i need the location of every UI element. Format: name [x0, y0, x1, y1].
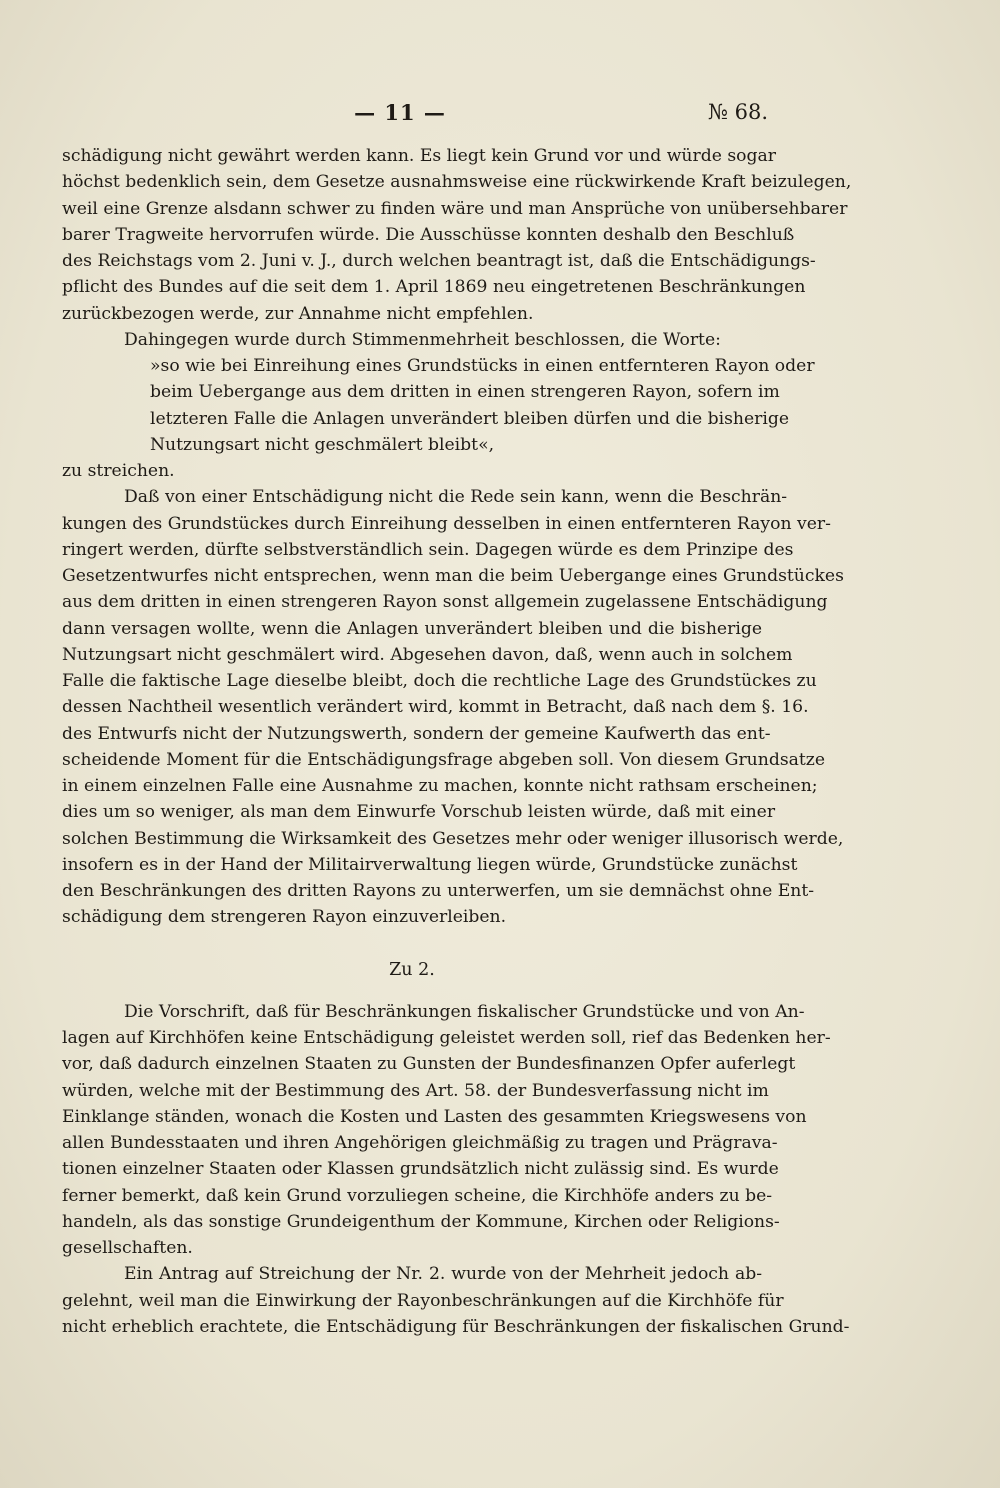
- text-line: tionen einzelner Staaten oder Klassen grundsätzlich nicht zulässig sind. Es wurde: [62, 1159, 779, 1180]
- paragraph: [62, 327, 762, 353]
- text-line: in einem einzelnen Falle eine Ausnahme zu machen, konnte nicht rathsam erscheinen;: [62, 776, 818, 796]
- text-line: barer Tragweite hervorrufen würde. Die Ausschüsse konnten deshalb den Beschluß: [62, 224, 795, 245]
- text-line: dies um so weniger, als man dem Einwurfe Vorschub leisten würde, daß mit einer: [62, 802, 776, 823]
- text-line: »so wie bei Einreihung eines Grundstücks in einen entfernteren Rayon oder: [150, 356, 815, 376]
- text-line: schädigung nicht gewährt werden kann. Es liegt kein Grund vor und würde sogar: [62, 146, 776, 166]
- text-line: gesellschaften.: [62, 1238, 193, 1258]
- text-line: Die Vorschrift, daß für Beschränkungen fiskalischer Grundstücke und von An-: [124, 1001, 805, 1022]
- text-line: den Beschränkungen des dritten Rayons zu unterwerfen, um sie demnächst ohne Ent-: [62, 881, 815, 901]
- text-line: solchen Bestimmung die Wirksamkeit des Gesetzes mehr oder weniger illusorisch werde,: [62, 828, 844, 849]
- text-line: des Entwurfs nicht der Nutzungswerth, sondern der gemeine Kaufwerth das ent-: [62, 723, 771, 744]
- paragraph: [62, 458, 762, 484]
- text-line: scheidende Moment für die Entschädigungsfrage abgeben soll. Von diesem Grundsatze: [62, 749, 826, 770]
- text-line: Daß von einer Entschädigung nicht die Rede sein kann, wenn die Beschrän-: [124, 487, 788, 508]
- text-line: gelehnt, weil man die Einwirkung der Rayonbeschränkungen auf die Kirchhöfe für: [62, 1290, 784, 1311]
- text-line: vor, daß dadurch einzelnen Staaten zu Gunsten der Bundesfinanzen Opfer auferlegt: [62, 1054, 796, 1075]
- paragraph: [62, 999, 831, 1262]
- text-line: Nutzungsart nicht geschmälert wird. Abgesehen davon, daß, wenn auch in solchem: [62, 644, 793, 665]
- text-line: lagen auf Kirchhöfen keine Entschädigung geleistet werden soll, rief das Bedenken her-: [62, 1028, 831, 1048]
- text-line: nicht erheblich erachtete, die Entschädigung für Beschränkungen der fiskalischen Grund-: [62, 1316, 850, 1337]
- quoted-passage: [62, 353, 815, 458]
- text-line: handeln, als das sonstige Grundeigenthum der Kommune, Kirchen oder Religions-: [62, 1211, 780, 1232]
- text-line: insofern es in der Hand der Militairverwaltung liegen würde, Grundstücke zunächst: [62, 854, 798, 875]
- text-line: Einklange ständen, wonach die Kosten und Lasten des gesammten Kriegswesens von: [62, 1106, 807, 1127]
- section-heading: Zu 2.: [389, 959, 435, 980]
- page-header: [0, 100, 1000, 136]
- text-line: dann versagen wollte, wenn die Anlagen unverändert bleiben und die bisherige: [62, 618, 762, 639]
- paragraph: [62, 1261, 850, 1340]
- text-line: Nutzungsart nicht geschmälert bleibt«,: [150, 434, 495, 455]
- text-line: letzteren Falle die Anlagen unverändert bleiben dürfen und die bisherige: [150, 408, 790, 429]
- text-line: kungen des Grundstückes durch Einreihung desselben in einen entfernteren Rayon ver-: [62, 513, 831, 534]
- document-number: № 68.: [708, 100, 768, 124]
- text-line: weil eine Grenze alsdann schwer zu finden wäre und man Ansprüche von unübersehbarer: [62, 198, 848, 219]
- text-line: ferner bemerkt, daß kein Grund vorzuliegen scheine, die Kirchhöfe anders zu be-: [62, 1185, 773, 1206]
- text-line: Gesetzentwurfes nicht entsprechen, wenn man die beim Uebergange eines Grundstückes: [62, 566, 844, 586]
- paragraph: [62, 143, 852, 327]
- text-line: Ein Antrag auf Streichung der Nr. 2. wurde von der Mehrheit jedoch ab-: [124, 1264, 762, 1285]
- text-line: aus dem dritten in einen strengeren Rayon sonst allgemein zugelassene Entschädigung: [62, 592, 828, 613]
- text-line: zurückbezogen werde, zur Annahme nicht empfehlen.: [62, 303, 534, 324]
- text-line: zu streichen.: [62, 461, 175, 481]
- text-line: höchst bedenklich sein, dem Gesetze ausnahmsweise eine rückwirkende Kraft beizulegen,: [62, 172, 852, 193]
- text-line: des Reichstags vom 2. Juni v. J., durch welchen beantragt ist, daß die Entschädigungs-: [62, 251, 816, 271]
- text-line: würden, welche mit der Bestimmung des Art. 58. der Bundesverfassung nicht im: [62, 1080, 769, 1101]
- page-body: [62, 143, 852, 1340]
- text-line: pflicht des Bundes auf die seit dem 1. April 1869 neu eingetretenen Beschränkungen: [62, 277, 806, 298]
- text-line: schädigung dem strengeren Rayon einzuverleiben.: [62, 907, 507, 928]
- text-line: Dahingegen wurde durch Stimmenmehrheit beschlossen, die Worte:: [124, 329, 721, 350]
- text-line: Falle die faktische Lage dieselbe bleibt, doch die rechtliche Lage des Grundstückes zu: [62, 671, 817, 691]
- page-number: — 11 —: [354, 100, 446, 125]
- text-line: allen Bundesstaaten und ihren Angehörigen gleichmäßig zu tragen und Prägrava-: [62, 1133, 778, 1153]
- text-line: beim Uebergange aus dem dritten in einen strengeren Rayon, sofern im: [150, 382, 780, 403]
- text-line: ringert werden, dürfte selbstverständlich sein. Dagegen würde es dem Prinzipe des: [62, 539, 794, 560]
- paragraph: [62, 484, 844, 930]
- text-line: dessen Nachtheil wesentlich verändert wird, kommt in Betracht, daß nach dem §. 16.: [62, 697, 809, 718]
